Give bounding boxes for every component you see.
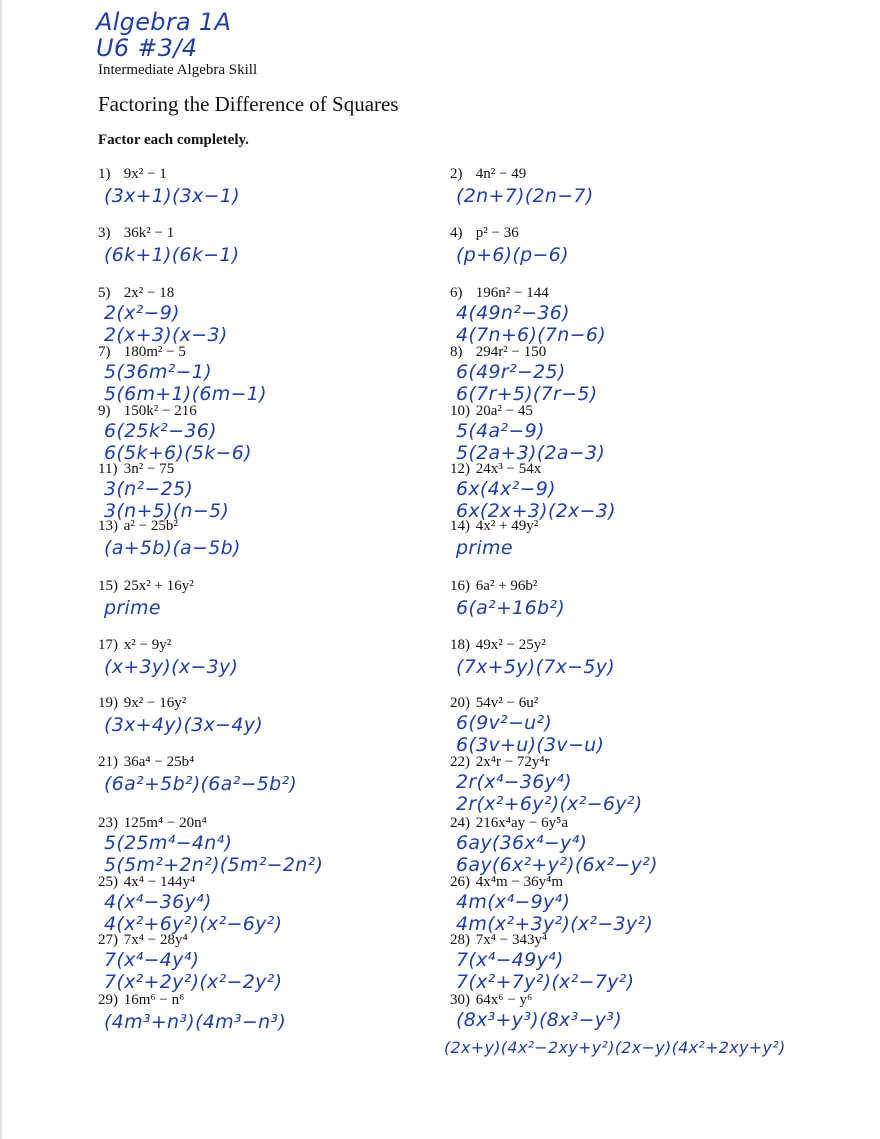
problem-expression: 25x² + 16y² — [123, 578, 194, 594]
handwritten-answer: (2n+7)(2n−7) — [456, 185, 594, 207]
handwritten-answer: 3(n+5)(n−5) — [104, 500, 230, 522]
problem-expression: 6a² + 96b² — [475, 578, 538, 594]
handwritten-answer: 5(36m²−1) — [104, 361, 212, 383]
problem-expression: p² − 36 — [475, 225, 519, 241]
handwritten-answer: 6(9v²−u²) — [456, 712, 553, 734]
problem-expression: a² − 25b² — [123, 518, 178, 534]
handwritten-answer: 5(5m²+2n²)(5m²−2n²) — [104, 854, 324, 876]
problem-6 — [450, 284, 870, 346]
problem-22 — [450, 753, 870, 815]
handwritten-answer: (a+5b)(a−5b) — [104, 537, 241, 559]
problem-number: 10) — [450, 403, 470, 419]
handwritten-answer: 4(x²+6y²)(x²−6y²) — [104, 913, 283, 935]
problem-number: 30) — [450, 992, 470, 1008]
handwritten-answer: (6k+1)(6k−1) — [104, 244, 240, 266]
problem-expression: 2x⁴r − 72y⁴r — [475, 754, 550, 770]
problem-expression: 36k² − 1 — [123, 225, 175, 241]
problem-statement — [450, 577, 870, 595]
problem-expression: 180m² − 5 — [123, 344, 186, 360]
problem-expression: 4x⁴ − 144y⁴ — [123, 874, 196, 890]
problem-10 — [450, 402, 870, 464]
handwritten-answer: 4(49n²−36) — [456, 302, 570, 324]
worksheet-subtitle: Intermediate Algebra Skill — [98, 62, 258, 78]
problem-number: 5) — [98, 285, 111, 301]
handwritten-answer: 7(x²+2y²)(x²−2y²) — [104, 971, 283, 993]
problem-expression: 9x² − 16y² — [123, 695, 187, 711]
handwritten-answer: 2(x²−9) — [104, 302, 180, 324]
problem-number: 19) — [98, 695, 118, 711]
problem-number: 2) — [450, 166, 463, 182]
problem-statement — [450, 753, 870, 771]
handwritten-answer: (8x³+y³)(8x³−y³) — [456, 1009, 622, 1031]
handwritten-answer: 6ay(6x²+y²)(6x²−y²) — [456, 854, 658, 876]
problem-statement — [450, 991, 870, 1009]
problem-expression: 125m⁴ − 20n⁴ — [123, 815, 207, 831]
handwritten-answer: (6a²+5b²)(6a²−5b²) — [104, 773, 298, 795]
problem-expression: 4n² − 49 — [475, 166, 527, 182]
handwritten-answer: (4m³+n³)(4m³−n³) — [104, 1011, 287, 1033]
problem-expression: 196n² − 144 — [475, 285, 549, 301]
problem-expression: 24x³ − 54x — [475, 461, 542, 477]
handwritten-answer: 6ay(36x⁴−y⁴) — [456, 832, 588, 854]
problem-number: 23) — [98, 815, 118, 831]
problem-statement — [450, 402, 870, 420]
problem-number: 18) — [450, 637, 470, 653]
handwritten-unit-label: U6 #3/4 — [96, 34, 198, 62]
problem-statement — [450, 694, 870, 712]
problem-number: 6) — [450, 285, 463, 301]
problem-expression: 7x⁴ − 343y⁴ — [475, 932, 548, 948]
handwritten-answer: 7(x⁴−4y⁴) — [104, 949, 200, 971]
problem-number: 20) — [450, 695, 470, 711]
handwritten-answer: 6x(2x+3)(2x−3) — [456, 500, 616, 522]
problem-number: 21) — [98, 754, 118, 770]
problem-expression: 7x⁴ − 28y⁴ — [123, 932, 188, 948]
handwritten-answer: 6(25k²−36) — [104, 420, 217, 442]
handwritten-answer: 6(7r+5)(7r−5) — [456, 383, 598, 405]
problem-number: 8) — [450, 344, 463, 360]
problem-statement — [450, 284, 870, 302]
problem-number: 9) — [98, 403, 111, 419]
problem-statement — [450, 460, 870, 478]
problem-statement — [450, 343, 870, 361]
handwritten-answer: (x+3y)(x−3y) — [104, 656, 239, 678]
handwritten-answer: 5(6m+1)(6m−1) — [104, 383, 267, 405]
handwritten-answer: 4m(x²+3y²)(x²−3y²) — [456, 913, 654, 935]
handwritten-answer: 4(x⁴−36y⁴) — [104, 891, 212, 913]
handwritten-answer: (3x+4y)(3x−4y) — [104, 714, 264, 736]
handwritten-answer: 6(49r²−25) — [456, 361, 566, 383]
handwritten-answer: 6x(4x²−9) — [456, 478, 556, 500]
handwritten-answer: (3x+1)(3x−1) — [104, 185, 240, 207]
handwritten-answer: 5(2a+3)(2a−3) — [456, 442, 606, 464]
handwritten-course-label: Algebra 1A — [96, 8, 232, 36]
handwritten-answer: 6(3v+u)(3v−u) — [456, 734, 605, 756]
problem-expression: 36a⁴ − 25b⁴ — [123, 754, 195, 770]
problem-number: 4) — [450, 225, 463, 241]
problem-number: 27) — [98, 932, 118, 948]
worksheet-title: Factoring the Difference of Squares — [98, 92, 399, 116]
handwritten-answer: 4m(x⁴−9y⁴) — [456, 891, 571, 913]
problem-statement — [450, 517, 870, 535]
handwritten-answer: 7(x⁴−49y⁴) — [456, 949, 564, 971]
problem-expression: 294r² − 150 — [475, 344, 547, 360]
handwritten-answer: 4(7n+6)(7n−6) — [456, 324, 606, 346]
problem-statement — [450, 814, 870, 832]
problem-number: 14) — [450, 518, 470, 534]
problem-statement — [450, 165, 870, 183]
problem-30 — [444, 991, 870, 1059]
problem-number: 15) — [98, 578, 118, 594]
problem-statement — [450, 636, 870, 654]
handwritten-answer: (2x+y)(4x²−2xy+y²)(2x−y)(4x²+2xy+y²) — [444, 1038, 786, 1057]
handwritten-answer: 2r(x⁴−36y⁴) — [456, 771, 572, 793]
problem-number: 3) — [98, 225, 111, 241]
problem-28 — [450, 931, 870, 993]
instructions: Factor each completely. — [98, 132, 249, 148]
problem-expression: 4x⁴m − 36y⁴m — [475, 874, 564, 890]
problem-14 — [450, 517, 870, 559]
handwritten-answer: prime — [456, 537, 513, 559]
problem-expression: 64x⁶ − y⁶ — [475, 992, 533, 1008]
problem-expression: 20a² − 45 — [475, 403, 533, 419]
problem-expression: 2x² − 18 — [123, 285, 175, 301]
problem-number: 25) — [98, 874, 118, 890]
problem-expression: 54v² − 6u² — [475, 695, 539, 711]
problem-number: 11) — [98, 461, 118, 477]
handwritten-answer: 7(x²+7y²)(x²−7y²) — [456, 971, 635, 993]
problem-number: 29) — [98, 992, 118, 1008]
problem-number: 7) — [98, 344, 111, 360]
handwritten-answer: 6(5k+6)(5k−6) — [104, 442, 252, 464]
problem-expression: 9x² − 1 — [123, 166, 167, 182]
problem-number: 16) — [450, 578, 470, 594]
problem-expression: 216x⁴ay − 6y⁵a — [475, 815, 568, 831]
handwritten-answer: prime — [104, 597, 161, 619]
handwritten-answer: (7x+5y)(7x−5y) — [456, 656, 616, 678]
problem-2 — [450, 165, 870, 207]
problem-statement — [450, 931, 870, 949]
problem-expression: x² − 9y² — [123, 637, 172, 653]
page-edge — [0, 0, 2, 1139]
problem-number: 24) — [450, 815, 470, 831]
handwritten-answer: (p+6)(p−6) — [456, 244, 569, 266]
problem-16 — [450, 577, 870, 619]
handwritten-answer: 6(a²+16b²) — [456, 597, 565, 619]
problem-statement — [450, 224, 870, 242]
problem-4 — [450, 224, 870, 266]
handwritten-answer: 5(25m⁴−4n⁴) — [104, 832, 233, 854]
problem-expression: 49x² − 25y² — [475, 637, 546, 653]
problem-number: 1) — [98, 166, 111, 182]
problem-number: 28) — [450, 932, 470, 948]
problem-number: 17) — [98, 637, 118, 653]
handwritten-answer: 2(x+3)(x−3) — [104, 324, 228, 346]
problem-expression: 4x² + 49y² — [475, 518, 539, 534]
problem-number: 13) — [98, 518, 118, 534]
problem-expression: 16m⁶ − n⁶ — [123, 992, 185, 1008]
problem-18 — [450, 636, 870, 678]
problem-statement — [450, 873, 870, 891]
problem-12 — [450, 460, 870, 522]
problem-expression: 3n² − 75 — [123, 461, 175, 477]
problem-number: 22) — [450, 754, 470, 770]
handwritten-answer: 2r(x²+6y²)(x²−6y²) — [456, 793, 643, 815]
problem-number: 26) — [450, 874, 470, 890]
problem-number: 12) — [450, 461, 470, 477]
handwritten-answer: 5(4a²−9) — [456, 420, 545, 442]
handwritten-answer: 3(n²−25) — [104, 478, 194, 500]
problem-expression: 150k² − 216 — [123, 403, 197, 419]
problem-26 — [450, 873, 870, 935]
problem-8 — [450, 343, 870, 405]
problem-20 — [450, 694, 870, 756]
problem-24 — [450, 814, 870, 876]
